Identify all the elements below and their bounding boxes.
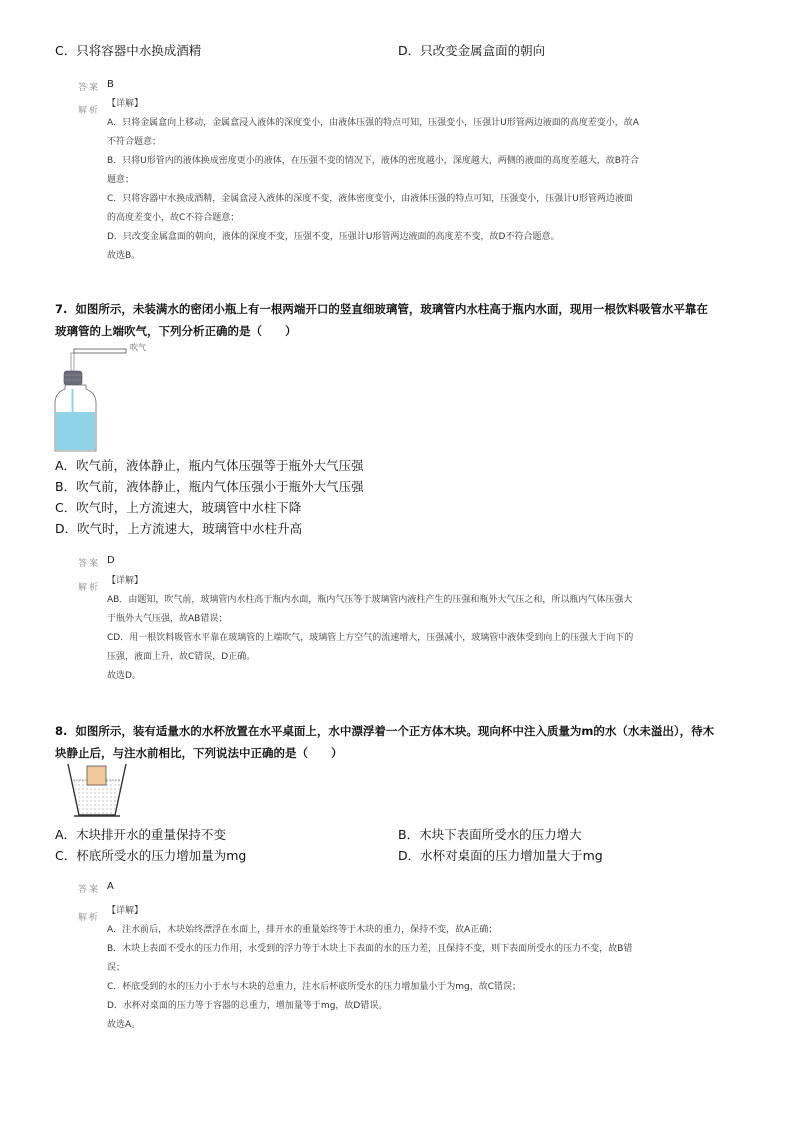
q8-answer-label: 答案 — [78, 885, 101, 895]
wood-block — [87, 766, 106, 785]
q7-answer-label: 答案 — [78, 559, 101, 569]
q6-analysis-label: 解析 — [78, 106, 101, 116]
q7-option-b: B．吹气前，液体静止，瓶内气体压强小于瓶外大气压强 — [55, 479, 364, 494]
q8-number: 8. — [55, 724, 68, 738]
q8-option-c: C．杯底所受水的压力增加量为mg — [55, 848, 247, 863]
q7-analysis-label: 解析 — [78, 583, 101, 593]
q6-answer: B — [107, 79, 114, 90]
q8-question: 8. 如图所示，装有适量水的水杯放置在水平桌面上，水中漂浮着一个正方体木块。现向杯中注入质量为m的水（水未溢出），待木 块静止后，与注水前相比，下列说法中正确的是（ ） — [55, 724, 715, 760]
q7-explanation: 【详解】 AB．由题知，吹气前，玻璃管内水柱高于瓶内水面，瓶内气压等于玻璃管内液柱产生的压强和瓶外大气压之和，所以瓶内气体压强大 于瓶外大气压强，故AB错误； CD．用一根饮料吸管水平靠在玻璃管的上端吹气，玻璃管上方空气的流速增大，压强减小，玻璃管中液体受到向上的压强大于向下的 压强，液面上升，故C错误，D正确。 故选D。 — [107, 576, 634, 681]
q8-explanation: 【详解】 A．注水前后，木块始终漂浮在水面上，排开水的重量始终等于木块的重力，保持不变，故A正确； B．木块上表面不受水的压力作用，水受到的浮力等于木块上下表面的水的压力差，且保持不变，则下表面所受水的压力不变，故B错 误； C．杯底受到的水的压力小于水与木块的总重力，注水后杯底所受水的压力增加量小于为mg，故C错误； D．水杯对桌面的压力等于容器的总重力，增加量等于mg，故D错误。 故选A。 — [107, 906, 633, 1030]
q8-option-a: A．木块排开水的重量保持不变 — [55, 827, 227, 842]
q8-analysis-label: 解析 — [78, 913, 101, 923]
bottle-water — [56, 412, 95, 450]
q7-number: 7. — [55, 302, 68, 316]
q7-question: 7. 如图所示，未装满水的密闭小瓶上有一根两端开口的竖直细玻璃管，玻璃管内水柱高于瓶内水面，现用一根饮料吸管水平靠在 玻璃管的上端吹气，下列分析正确的是（ ） — [55, 302, 708, 338]
q7-option-d: D．吹气时，上方流速大，玻璃管中水柱升高 — [55, 521, 303, 536]
q7-option-c: C．吹气时，上方流速大，玻璃管中水柱下降 — [55, 500, 302, 515]
q6-answer-label: 答案 — [78, 83, 101, 93]
straw — [74, 349, 126, 353]
q6-explanation: 【详解】 A．只将金属盒向上移动，金属盒浸入液体的深度变小，由液体压强的特点可知，压强变小，压强计U形管两边液面的高度差变小，故A 不符合题意； B．只将U形管内的液体换成密度更小的液体，在压强不变的情况下，液体的密度越小，深度越大，两侧的液面的高度差越大，故B符合 题意； C．只将容器中水换成酒精，金属盒浸入液体的深度不变，液体密度变小，由液体压强的特点可知，压强变小，压强计U形管两边液面 的高度差变小，故C不符合题意； D．只改变金属盒面的朝向，液体的深度不变，压强不变，压强计U形管两边液面的高度差不变，故D不符合题意。 故选B。 — [107, 99, 639, 261]
q7-bottle-figure — [50, 335, 160, 455]
q8-answer: A — [107, 881, 114, 892]
q7-answer: D — [107, 555, 115, 566]
q7-option-a: A．吹气前，液体静止，瓶内气体压强等于瓶外大气压强 — [55, 458, 364, 473]
blow-label: 吹气 — [130, 343, 146, 352]
q8-cup-figure — [62, 760, 132, 820]
bottle-cap — [64, 371, 82, 385]
q6-option-c: C．只将容器中水换成酒精 — [55, 43, 202, 58]
q6-option-d: D．只改变金属盒面的朝向 — [398, 43, 546, 58]
q8-option-b: B．木块下表面所受水的压力增大 — [398, 827, 582, 842]
q8-option-d: D．水杯对桌面的压力增加量大于mg — [398, 848, 603, 863]
